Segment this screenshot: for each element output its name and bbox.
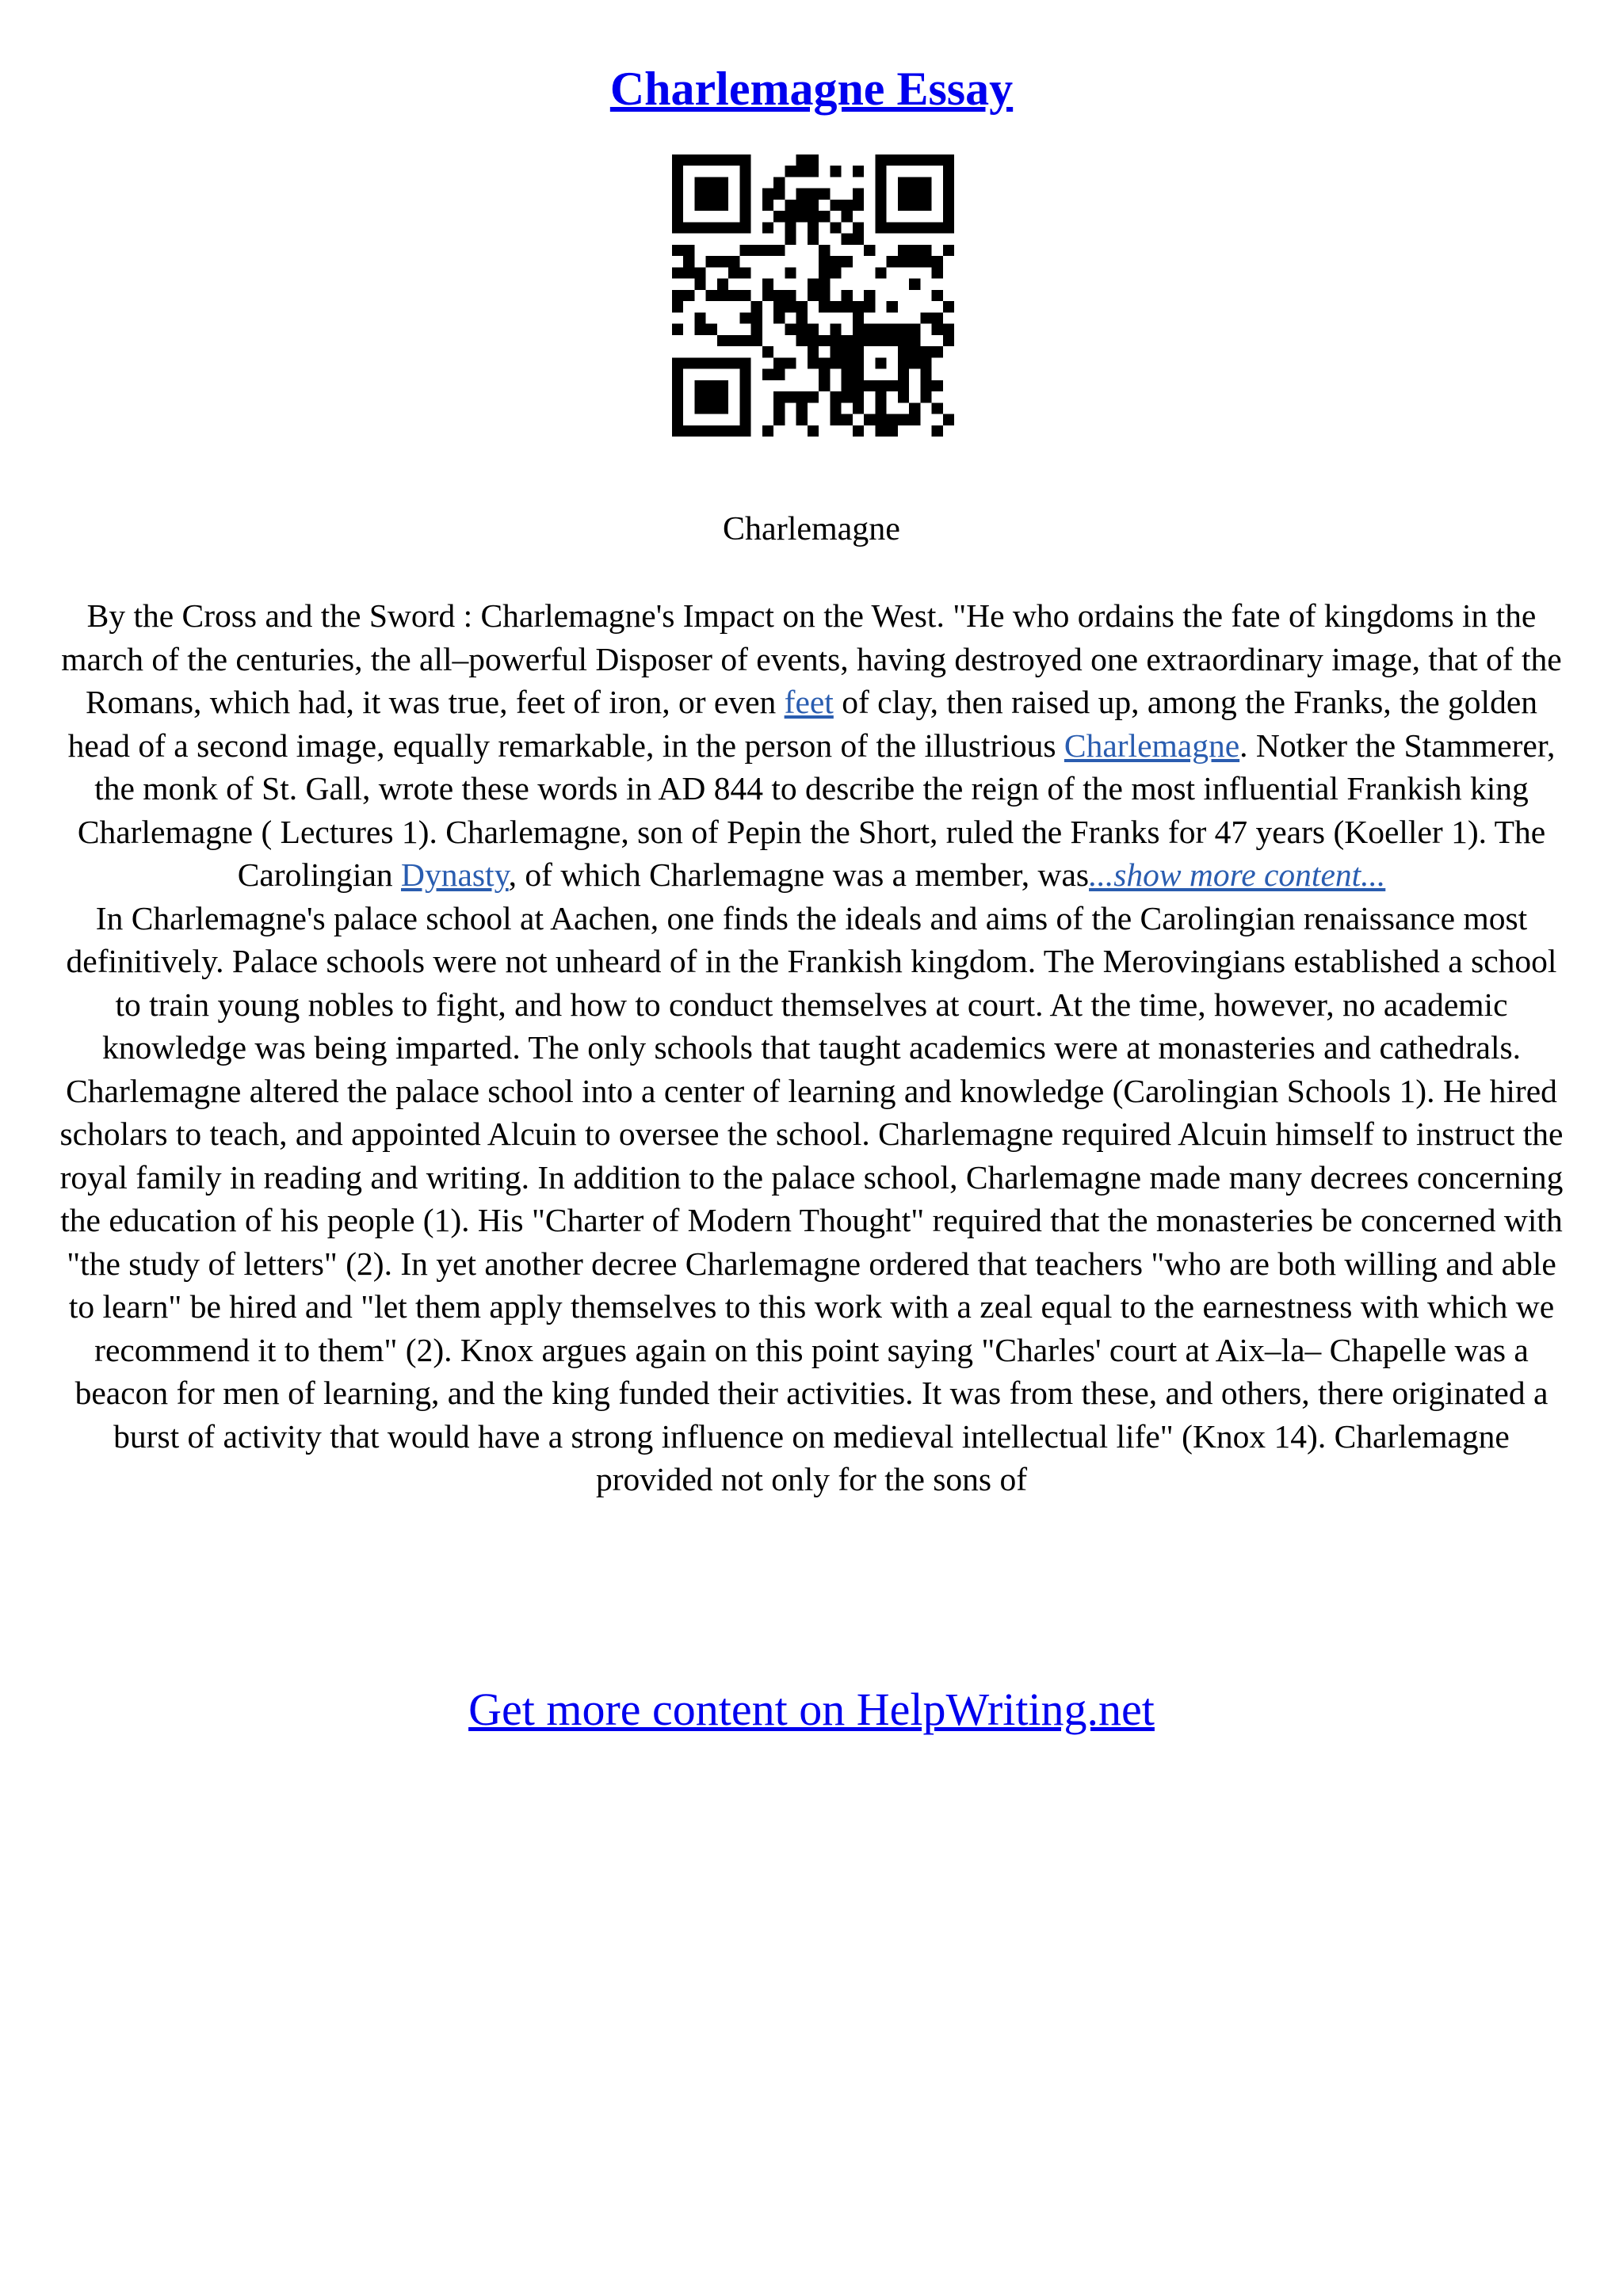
- show-more-content-link[interactable]: ...show more content...: [1089, 856, 1386, 893]
- paragraph-1-text-a: By the Cross and the Sword : Charlemagne's Impact on the West. "He who ordains the fate of kingdoms in the march of the centuries, the all–powerful Disposer of events, having destroyed one extraordinary image, that of the Romans, which had, it was true, feet of iron, or even: [61, 597, 1562, 720]
- footer: [0, 1680, 1623, 1740]
- paragraph-1-text-b: of clay, then raised up, among the Franks, the golden head of a second image, equally remarkable, in the person of the illustrious: [67, 684, 1538, 764]
- dynasty-link[interactable]: Dynasty: [401, 856, 509, 893]
- paragraph-1-text-c: . Notker the Stammerer, the monk of St. Gall, wrote these words in AD 844 to describe the reign of the most influential Frankish king Charlemagne ( Lectures 1). Charlemagne, son of Pepin the Short, ruled the Franks for 47 years (Koeller 1). The Carolingian: [77, 727, 1556, 893]
- charlemagne-link[interactable]: Charlemagne: [1064, 727, 1240, 764]
- page-title: [0, 57, 1623, 120]
- essay-paragraph-2: In Charlemagne's palace school at Aachen, one finds the ideals and aims of the Carolingian renaissance most definitively. Palace schools were not unheard of in the Frankish kingdom. The Merovingians established a school to train young nobles to fight, and how to conduct themselves at court. At the time, however, no academic knowledge was being imparted. The only schools that taught academics were at monasteries and cathedrals. Charlemagne altered the palace school into a center of learning and knowledge (Carolingian Schools 1). He hired scholars to teach, and appointed Alcuin to oversee the school. Charlemagne required Alcuin himself to instruct the royal family in reading and writing. In addition to the palace school, Charlemagne made many decrees concerning the education of his people (1). His "Charter of Modern Thought" required that the monasteries be concerned with "the study of letters" (2). In yet another decree Charlemagne ordered that teachers "who are both willing and able to learn" be hired and "let them apply themselves to this work with a zeal equal to the earnestness with which we recommend it to them" (2). Knox argues again on this point saying "Charles' court at Aix–la– Chapelle was a beacon for men of learning, and the king funded their activities. It was from these, and others, there originated a burst of activity that would have a strong influence on medieval intellectual life" (Knox 14). Charlemagne provided not only for the sons of: [59, 899, 1564, 1497]
- qr-code-icon: [672, 154, 954, 437]
- essay-paragraph-1: [57, 594, 1566, 897]
- paragraph-1-text-d: , of which Charlemagne was a member, was: [508, 856, 1090, 893]
- feet-link[interactable]: feet: [784, 684, 834, 720]
- section-heading: Charlemagne: [723, 511, 900, 547]
- essay-body: [57, 594, 1566, 1501]
- get-more-content-link[interactable]: Get more content on HelpWriting.net: [468, 1684, 1155, 1735]
- title-link[interactable]: Charlemagne Essay: [609, 63, 1014, 115]
